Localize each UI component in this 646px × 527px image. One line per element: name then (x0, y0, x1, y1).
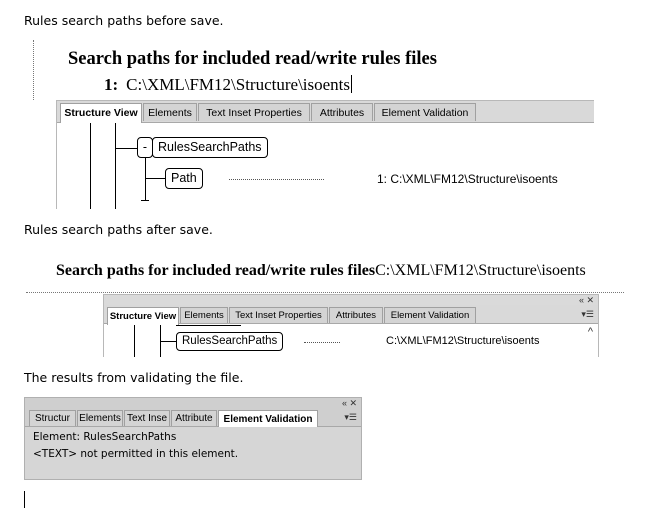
structure-view-panel-after (103, 294, 599, 357)
tree-line (176, 325, 241, 326)
collapse-close-controls[interactable]: « ✕ (578, 295, 594, 305)
tab-attributes[interactable]: Attribute (171, 410, 217, 426)
path-value: 1: C:\XML\FM12\Structure\isoents (377, 172, 558, 186)
leader-dots (304, 342, 340, 343)
caption-after-save: Rules search paths after save. (24, 222, 213, 237)
path-text-after: C:\XML\FM12\Structure\isoents (375, 262, 586, 279)
tree-line (145, 158, 146, 201)
validation-message-element: Element: RulesSearchPaths (33, 431, 177, 443)
panel-tabbar (25, 408, 361, 427)
node-rules-search-paths[interactable]: RulesSearchPaths (176, 332, 283, 351)
node-path[interactable]: Path (165, 168, 203, 189)
tab-element-validation[interactable]: Element Validation (374, 103, 476, 121)
node-rules-search-paths[interactable]: RulesSearchPaths (152, 137, 268, 158)
text-cursor (24, 491, 25, 508)
paragraph-title: Search paths for included read/write rules files (68, 49, 437, 69)
path-number: 1: (104, 75, 119, 94)
tab-attributes[interactable]: Attributes (329, 307, 383, 323)
document-preview-before (33, 40, 594, 100)
path-text: C:\XML\FM12\Structure\isoents (126, 75, 351, 94)
scroll-up-arrow[interactable]: ^ (587, 326, 593, 338)
validation-message-error: <TEXT> not permitted in this element. (33, 448, 239, 460)
tab-elements[interactable]: Elements (143, 103, 197, 121)
collapse-toggle[interactable]: - (137, 137, 153, 158)
leader-dots (229, 179, 324, 180)
panel-title-strip (25, 398, 361, 408)
tree-line (160, 341, 176, 342)
panel-tabbar (104, 305, 598, 324)
path-paragraph[interactable] (104, 75, 352, 95)
tab-attributes[interactable]: Attributes (311, 103, 373, 121)
tab-structure-view[interactable]: Structur (29, 410, 76, 426)
tab-text-inset-properties[interactable]: Text Inset Properties (198, 103, 310, 121)
tree-line (115, 123, 116, 209)
tab-elements[interactable]: Elements (180, 307, 228, 323)
tree-line (90, 123, 91, 209)
tree-line (134, 325, 135, 357)
text-caret (351, 75, 352, 93)
path-value: C:\XML\FM12\Structure\isoents (386, 335, 540, 347)
panel-tabbar (57, 101, 594, 123)
validation-content (27, 427, 359, 477)
paragraph-title-text: Search paths for included read/write rules files (56, 262, 376, 279)
paragraph-title-after[interactable] (56, 262, 586, 280)
panel-menu-icon[interactable]: ▾☰ (344, 412, 357, 422)
caption-before-save: Rules search paths before save. (24, 13, 224, 28)
tab-element-validation[interactable]: Element Validation (218, 410, 318, 428)
caption-validation-results: The results from validating the file. (24, 370, 244, 385)
panel-menu-icon[interactable]: ▾☰ (581, 309, 594, 319)
panel-title-strip (104, 295, 598, 305)
tab-text-inset-properties[interactable]: Text Inset Properties (229, 307, 328, 323)
collapse-close-controls[interactable]: « ✕ (341, 398, 357, 408)
tab-text-inset-properties[interactable]: Text Inse (124, 410, 170, 426)
element-validation-panel (24, 397, 362, 480)
structure-view-panel-before (56, 100, 594, 209)
tree-line (115, 148, 137, 149)
tree-line (145, 178, 165, 179)
tab-elements[interactable]: Elements (77, 410, 123, 426)
tree-line (141, 200, 149, 201)
tab-element-validation[interactable]: Element Validation (384, 307, 476, 323)
tab-structure-view[interactable]: Structure View (60, 103, 142, 123)
tab-structure-view[interactable]: Structure View (107, 307, 179, 325)
document-preview-after (26, 252, 624, 293)
